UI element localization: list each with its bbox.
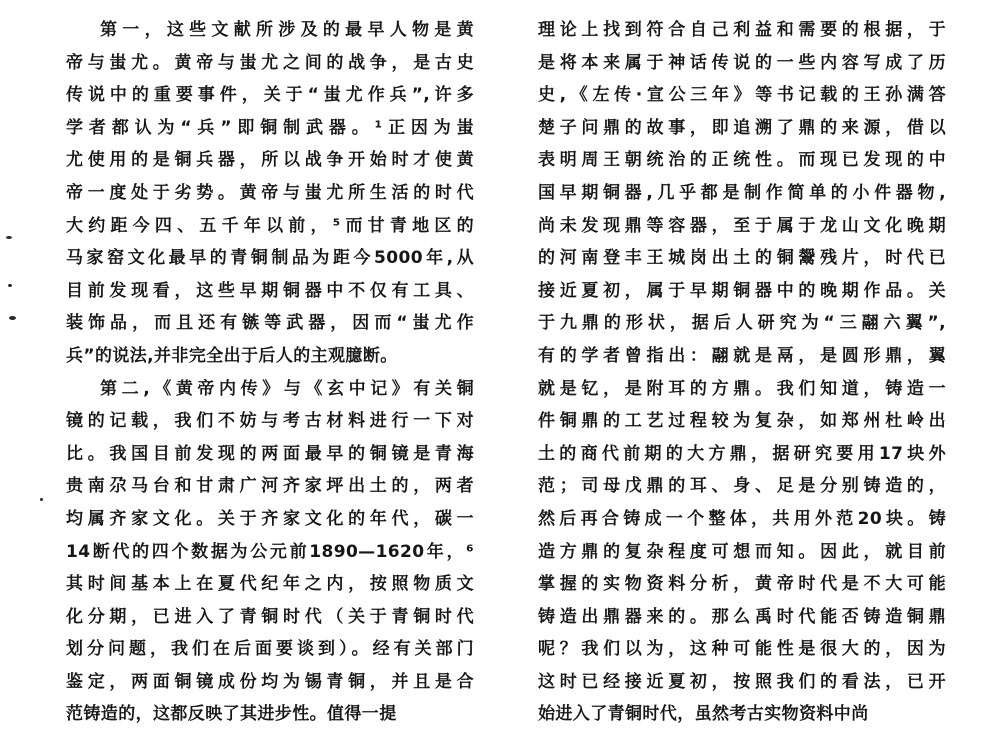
scan-mark bbox=[9, 316, 16, 320]
text-line: 接近夏初，属于早期铜器中的晚期作品。关 bbox=[538, 280, 946, 301]
text-line: 国早期铜器,几乎都是制作简单的小件器物, bbox=[538, 182, 946, 203]
text-line: 化分期，已进入了青铜时代（关于青铜时代 bbox=[66, 606, 474, 627]
text-line: 表明周王朝统治的正统性。而现已发现的中 bbox=[538, 150, 946, 171]
text-line: 大约距今四、五千年以前，⁵而甘青地区的 bbox=[66, 215, 474, 236]
text-line: 划分问题，我们在后面要谈到）。经有关部门 bbox=[66, 639, 474, 660]
text-line: 呢？我们以为，这种可能性是很大的，因为 bbox=[538, 639, 946, 660]
text-line: 范铸造的，这都反映了其进步性。值得一提 bbox=[66, 704, 397, 725]
text-line: 尚未发现鼎等容器，至于属于龙山文化晚期 bbox=[538, 215, 946, 236]
text-line: 始进入了青铜时代，虽然考古实物资料中尚 bbox=[538, 704, 869, 725]
text-line: 的河南登丰王城岗出土的铜鬶残片，时代已 bbox=[538, 248, 946, 269]
text-line: 有的学者曾指出：翮就是鬲，是圆形鼎，翼 bbox=[538, 345, 946, 366]
text-line: 镜的记载，我们不妨与考古材料进行一下对 bbox=[66, 411, 474, 432]
text-line: 是将本来属于神话传说的一些内容写成了历 bbox=[538, 52, 946, 73]
scan-mark bbox=[40, 498, 43, 501]
text-line: 尤使用的是铜兵器，所以战争开始时才使黄 bbox=[66, 150, 474, 171]
text-line: 造方鼎的复杂程度可想而知。因此，就目前 bbox=[538, 541, 946, 562]
text-line: 均属齐家文化。关于齐家文化的年代，碳一 bbox=[66, 508, 474, 529]
text-line: 14断代的四个数据为公元前1890—1620年，⁶ bbox=[66, 541, 474, 562]
text-line: 第一，这些文献所涉及的最早人物是黄 bbox=[100, 20, 474, 40]
text-line: 范；司母戊鼎的耳、身、足是分别铸造的， bbox=[538, 476, 946, 497]
text-line: 件铜鼎的工艺过程较为复杂，如郑州杜岭出 bbox=[538, 411, 946, 432]
text-line: 于九鼎的形状，据后人研究为“三翮六翼”, bbox=[538, 313, 946, 334]
text-line: 帝与蚩尤。黄帝与蚩尤之间的战争，是古史 bbox=[66, 52, 474, 73]
scan-mark bbox=[6, 236, 12, 239]
text-line: 贵南尕马台和甘肃广河齐家坪出土的，两者 bbox=[66, 476, 474, 497]
text-line: 理论上找到符合自己利益和需要的根据，于 bbox=[538, 20, 946, 40]
text-line: 帝一度处于劣势。黄帝与蚩尤所生活的时代 bbox=[66, 182, 474, 203]
text-line: 土的商代前期的大方鼎，据研究要用17块外 bbox=[538, 443, 946, 464]
text-line: 这时已经接近夏初，按照我们的看法，已开 bbox=[538, 671, 946, 692]
left-text-column bbox=[66, 14, 474, 731]
text-line: 第二,《黄帝内传》与《玄中记》有关铜 bbox=[100, 378, 474, 399]
text-line: 然后再合铸成一个整体，共用外范20块。铸 bbox=[538, 508, 946, 529]
text-line: 马家窑文化最早的青铜制品为距今5000年,从 bbox=[66, 248, 474, 269]
text-line: 掌握的实物资料分析，黄帝时代是不大可能 bbox=[538, 574, 946, 595]
text-line: 传说中的重要事件，关于“蚩尤作兵”,许多 bbox=[66, 85, 474, 106]
text-line: 兵”的说法,并非完全出于后人的主观臆断。 bbox=[66, 345, 398, 366]
text-line: 楚子问鼎的故事，即追溯了鼎的来源，借以 bbox=[538, 117, 946, 138]
text-line: 史,《左传·宣公三年》等书记载的王孙满答 bbox=[538, 85, 946, 106]
text-line: 就是钇，是附耳的方鼎。我们知道，铸造一 bbox=[538, 378, 946, 399]
text-line: 铸造出鼎器来的。那么禹时代能否铸造铜鼎 bbox=[538, 606, 946, 627]
scan-mark bbox=[8, 284, 12, 287]
right-text-column bbox=[538, 14, 946, 731]
text-line: 目前发现看，这些早期铜器中不仅有工具、 bbox=[66, 280, 474, 301]
text-line: 装饰品，而且还有镞等武器，因而“蚩尤作 bbox=[66, 313, 474, 334]
text-line: 鉴定，两面铜镜成份均为锡青铜，并且是合 bbox=[66, 671, 474, 692]
text-line: 其时间基本上在夏代纪年之内，按照物质文 bbox=[66, 574, 474, 595]
text-line: 学者都认为“兵”即铜制武器。¹正因为蚩 bbox=[66, 117, 474, 138]
text-line: 比。我国目前发现的两面最早的铜镜是青海 bbox=[66, 443, 474, 464]
